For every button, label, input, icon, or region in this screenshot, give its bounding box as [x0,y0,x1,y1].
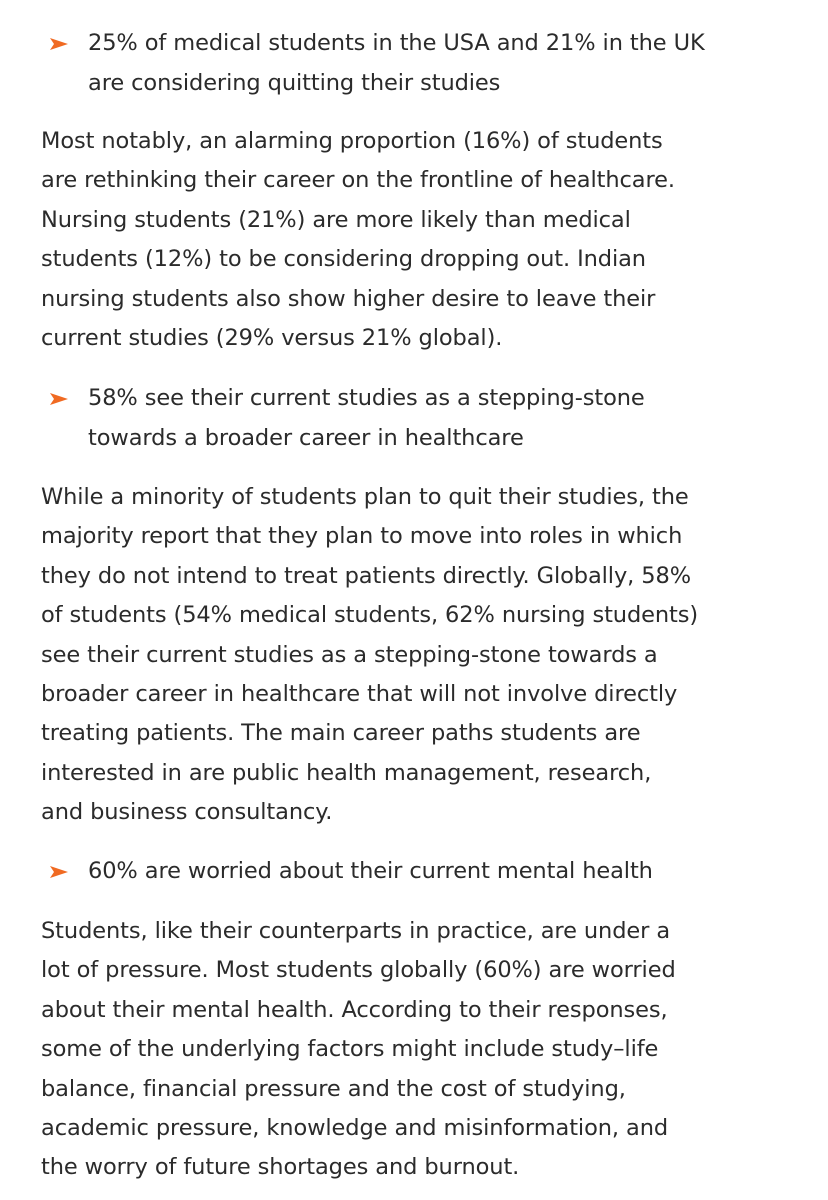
paragraph: Students, like their counterparts in practice, are under a lot of pressure. Most students globally (60%) are worried about their mental health. According to their responses, some of the underlying factors might include study–life balance, financial pressure and the cost of studying, academic pressure, knowledge and misinformation, and the worry of future shortages and burnout. [41,918,676,1181]
bullet-text: 60% are worried about their current mental health [88,858,653,884]
arrow-bullet-icon [48,24,88,63]
bullet-item [48,852,748,892]
arrow-bullet-icon [48,379,88,418]
arrow-bullet-icon [48,852,88,891]
bullet-text: 58% see their current studies as a stepping-stone towards a broader career in healthcare [88,385,645,451]
bullet-item [48,24,748,103]
paragraph: While a minority of students plan to quit their studies, the majority report that they plan to move into roles in which they do not intend to treat patients directly. Globally, 58% of students (54% medical students, 62% nursing students) see their current studies as a stepping-stone towards a broader career in healthcare that will not involve directly treating patients. The main career paths students are interested in are public health management, research, and business consultancy. [41,484,699,826]
paragraph: Most notably, an alarming proportion (16%) of students are rethinking their career on the frontline of healthcare. Nursing students (21%) are more likely than medical students (12%) to be considering dropping out. Indian nursing students also show higher desire to leave their current studies (29% versus 21% global). [41,128,675,352]
bullet-item [48,379,748,458]
bullet-text: 25% of medical students in the USA and 21% in the UK are considering quitting their studies [88,30,705,96]
